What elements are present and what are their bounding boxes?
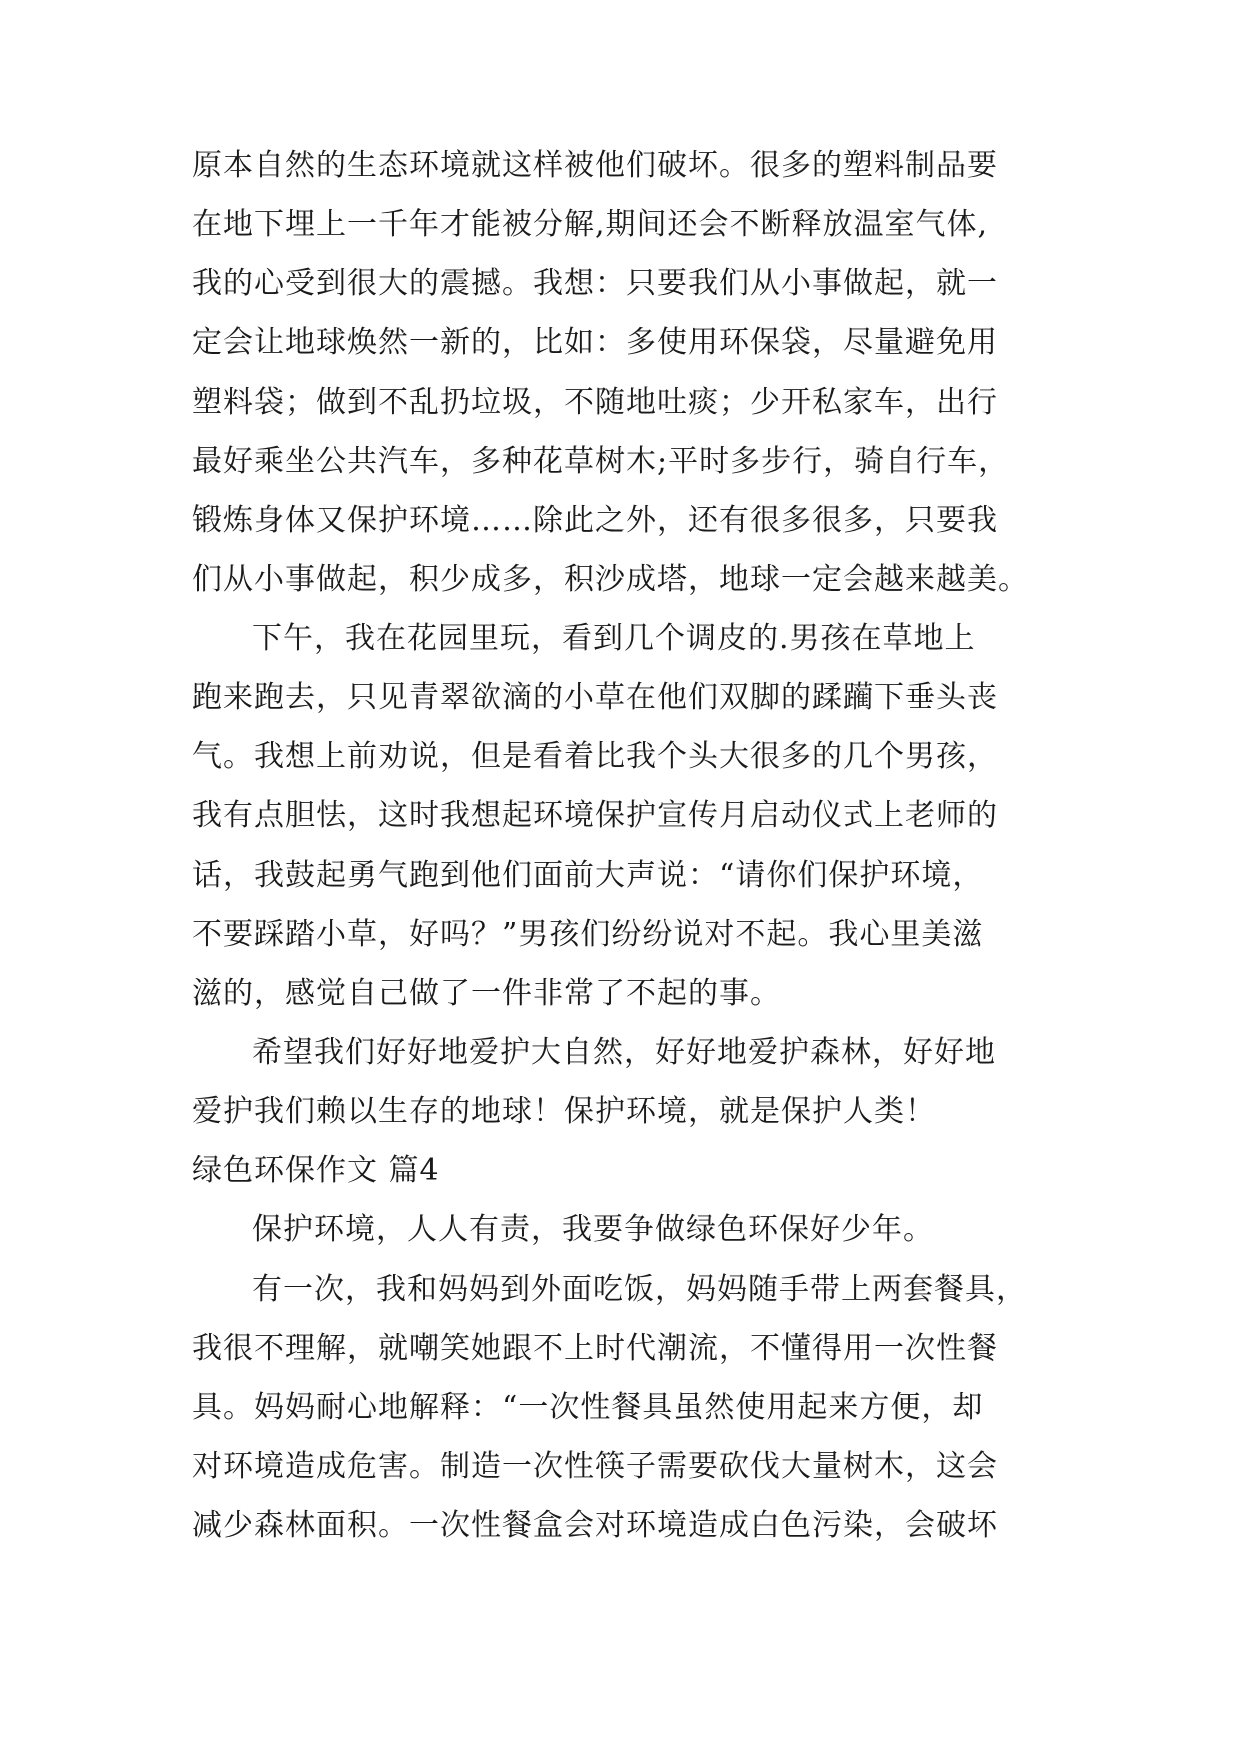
text-line: 希望我们好好地爱护大自然，好好地爱护森林，好好地 (252, 1035, 996, 1070)
text-line: 下午，我在花园里玩，看到几个调皮的.男孩在草地上 (252, 621, 976, 656)
text-line: 保护环境，人人有责，我要争做绿色环保好少年。 (252, 1212, 934, 1247)
text-line: 具。妈妈耐心地解释：“一次性餐具虽然使用起来方便，却 (192, 1390, 984, 1425)
text-line: 锻炼身体又保护环境……除此之外，还有很多很多，只要我 (192, 503, 998, 538)
text-line: 有一次，我和妈妈到外面吃饭，妈妈随手带上两套餐具， (252, 1272, 1027, 1307)
text-line: 滋的，感觉自己做了一件非常了不起的事。 (192, 976, 781, 1011)
text-line: 最好乘坐公共汽车，多种花草树木;平时多步行，骑自行车， (192, 444, 1010, 479)
text-line: 们从小事做起，积少成多，积沙成塔，地球一定会越来越美。 (192, 562, 1029, 597)
text-line: 不要踩踏小草，好吗？”男孩们纷纷说对不起。我心里美滋 (192, 917, 984, 952)
text-line: 跑来跑去，只见青翠欲滴的小草在他们双脚的蹂躏下垂头丧 (192, 680, 998, 715)
text-line: 在地下埋上一千年才能被分解,期间还会不断释放温室气体, (192, 207, 989, 242)
text-line: 我有点胆怯，这时我想起环境保护宣传月启动仪式上老师的 (192, 798, 998, 833)
text-line: 爱护我们赖以生存的地球！保护环境，就是保护人类！ (192, 1094, 936, 1129)
text-line: 定会让地球焕然一新的，比如：多使用环保袋，尽量避免用 (192, 325, 998, 360)
text-line: 原本自然的生态环境就这样被他们破坏。很多的塑料制品要 (192, 148, 998, 183)
text-line: 减少森林面积。一次性餐盒会对环境造成白色污染，会破坏 (192, 1508, 998, 1543)
section-heading: 绿色环保作文 篇4 (192, 1153, 440, 1188)
text-line: 我很不理解，就嘲笑她跟不上时代潮流，不懂得用一次性餐 (192, 1331, 998, 1366)
text-line: 话，我鼓起勇气跑到他们面前大声说：“请你们保护环境， (192, 858, 984, 893)
text-line: 气。我想上前劝说，但是看着比我个头大很多的几个男孩， (192, 739, 998, 774)
text-line: 我的心受到很大的震撼。我想：只要我们从小事做起，就一 (192, 266, 998, 301)
text-line: 对环境造成危害。制造一次性筷子需要砍伐大量树木，这会 (192, 1449, 998, 1484)
text-line: 塑料袋；做到不乱扔垃圾，不随地吐痰；少开私家车，出行 (192, 385, 998, 420)
